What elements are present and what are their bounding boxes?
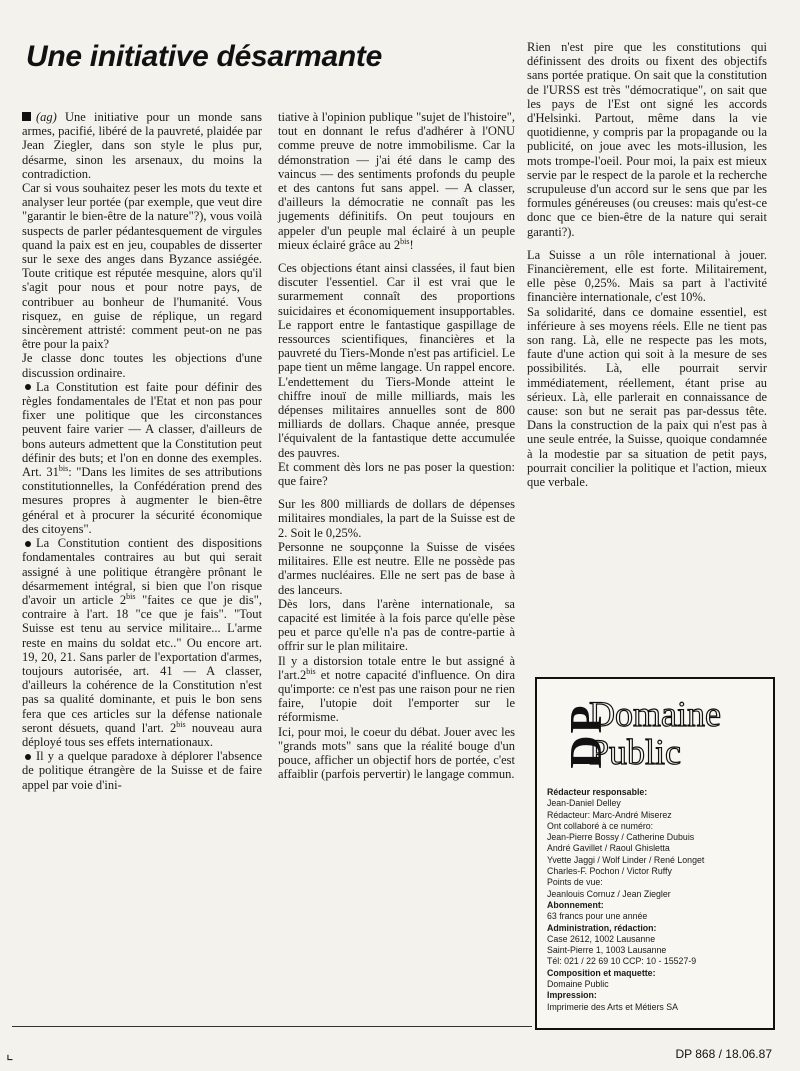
credit-line: Rédacteur responsable: xyxy=(547,787,648,797)
credit-line: Tél: 021 / 22 69 10 CCP: 10 - 15527-9 xyxy=(547,956,697,967)
bullet-dot-icon xyxy=(25,541,31,547)
paragraph-bullet: La Constitution est faite pour définir des règles fondamentales de l'Etat et non pas pour fixer une politique que les circonstances peuvent faire varier — A classer, d'ailleurs de bons auteurs admettent que la Constitution peut définir des buts; et l'on en donne des exemples. Art. $31^{bis}$: "Dans les limites de ses attributions constitutionnelles, la Confédération prend des mesures propres à augmenter le bien-être général et à procurer la sécurité économique des citoyens". xyxy=(22,379,262,536)
credit-line: Saint-Pierre 1, 1003 Lausanne xyxy=(547,945,667,956)
masthead-credits xyxy=(547,787,767,1013)
paragraph: Ici, pour moi, le coeur du débat. Jouer avec les "grands mots" sans que la réalité bouge d'un pouce, afficher un objectif hors de portée, c'est affaiblir (parfois pervertir) le langage commun. xyxy=(278,724,515,782)
credit-line: Rédacteur: Marc-André Miserez xyxy=(547,809,672,820)
masthead-box xyxy=(535,677,775,1030)
article-column-3 xyxy=(527,40,767,489)
paragraph: Et comment dès lors ne pas poser la question: que faire? xyxy=(278,459,515,489)
dp-letters: DP xyxy=(560,703,611,769)
credit-line: Points de vue: xyxy=(547,877,603,888)
article-column-2 xyxy=(278,110,515,781)
paragraph: La Suisse a un rôle international à jouer. Financièrement, elle est forte. Militairement, elle pèse 0,25%. Mais sa part à l'activité financière internationale, c'est 10%. xyxy=(527,247,767,305)
paragraph-intro: (ag) Une initiative pour un monde sans armes, pacifié, libéré de la pauvreté, plaidée par Jean Ziegler, dans son style le plus pur, désarme, sinon les arsenaux, du moins la contradiction. xyxy=(22,110,262,181)
credit-line: Composition et maquette: xyxy=(547,967,656,978)
bullet-dot-icon xyxy=(25,754,31,760)
credit-line: Jeanlouis Cornuz / Jean Ziegler xyxy=(547,888,671,899)
paragraph: Personne ne soupçonne la Suisse de visées militaires. Elle est neutre. Elle ne possède pas d'armes nucléaires. Elle ne sert pas de base à des lanceurs. xyxy=(278,539,515,597)
paragraph: Rien n'est pire que les constitutions qui définissent des droits ou fixent des objectifs sans portée pratique. On sait que la constitution de l'URSS est très "démocratique", on sait que les pays de l'Est ont signé les accords d'Helsinki. Partout, même dans la vie quotidienne, y compris par la propagande ou la publicité, on joue avec les mots-illusion, les mots trompe-l'oeil. Pour moi, la paix est mieux servie par le respect de la parole et la recherche scrupuleuse d'un accord sur le sens que par les formules généreuses (ou creuses: mais qu'est-ce donc que ce bien-être de la nature qui serait garanti?). xyxy=(527,40,767,239)
paragraph: Il y a distorsion totale entre le but assigné à $l'art.2^{bis}$ et notre capacité d'influence. On dira qu'importe: ce n'est pas une raison pour ne rien faire, l'utopie doit l'emporter sur le réformisme. xyxy=(278,653,515,725)
credit-line: Imprimerie des Arts et Métiers SA xyxy=(547,1001,679,1012)
credit-line: Jean-Pierre Bossy / Catherine Dubuis xyxy=(547,832,695,843)
credit-line: Charles-F. Pochon / Victor Ruffy xyxy=(547,866,672,877)
paragraph: Sur les 800 milliards de dollars de dépenses militaires mondiales, la part de la Suisse est de 2. Soit le 0,25%. xyxy=(278,497,515,540)
bullet-dot-icon xyxy=(25,384,31,390)
bullet-square-icon xyxy=(22,112,31,121)
domaine-public-logo xyxy=(545,689,775,779)
logo-word-domaine: Domaine xyxy=(589,694,721,734)
paragraph: tiative à l'opinion publique "sujet de l'histoire", tout en donnant le refus d'adhérer à l'ONU comme preuve de notre immobilisme. Car la démonstration — j'ai été dans le camp des vaincus — des sentiments profonds du peuple et des cantons fut sans appel. — A classer, d'ailleurs la démocratie ne connaît pas les jugements définitifs. On peut toujours en appeler d'un peuple mal éclairé à un peuple mieux éclairé grâce au $2^{bis}$! xyxy=(278,110,515,252)
article-headline: Une initiative désarmante xyxy=(26,40,382,73)
article-column-1 xyxy=(22,110,262,792)
author-tag: (ag) xyxy=(36,110,57,124)
credit-line: Impression: xyxy=(547,990,597,1001)
paragraph-bullet: La Constitution contient des dispositions fondamentales contraires au but qui serait assigné à une politique étrangère prônant le désarmement intégral, si bien que l'on risque d'avoir un article $2^{bis}$ "faites ce que je dis", contraire à l'art. 18 "ce que je fais". "Tout Suisse est tenu au service militaire... L'arme reste en mains du soldat etc.." Ou encore art. 19, 20, 21. Sans parler de l'exportation d'armes, toujours autorisée, art. 41 — A classer, d'ailleurs la cohérence de la Constitution n'est pas sa qualité dominante, et puis le bon sens fera que ces articles sur la défense nationale seront désuets, quand l'art. $2^{bis}$ nouveau aura déployé tous ses effets internationaux. xyxy=(22,536,262,749)
credit-line: Case 2612, 1002 Lausanne xyxy=(547,933,656,944)
credit-line: Yvette Jaggi / Wolf Linder / René Longet xyxy=(547,854,705,865)
credit-line: Jean-Daniel Delley xyxy=(547,798,621,809)
credit-line: 63 francs pour une année xyxy=(547,911,648,922)
credit-line: André Gavillet / Raoul Ghisletta xyxy=(547,843,670,854)
credit-line: Administration, rédaction: xyxy=(547,922,657,933)
footer-rule xyxy=(12,1026,532,1027)
corner-mark-icon: ⌞ xyxy=(6,1046,14,1063)
paragraph: Ces objections étant ainsi classées, il faut bien discuter l'essentiel. Car il est vrai que le surarmement connaît des proportions suicidaires et économiquement insupportables. Le rapport entre le fantastique gaspillage de ressources scientifiques, financières et la pauvreté du Tiers-Monde n'est pas artificiel. Le pape tient un même langage. Un rappel encore. L'endettement du Tiers-Monde atteint le chiffre inouï de mille milliards, mais les dépenses militaires annuelles sont de 800 milliards de dollars. Chaque année, presque l'équivalent de la fantastique dette accumulée des pauvres. xyxy=(278,261,515,460)
issue-number: DP 868 / 18.06.87 xyxy=(675,1047,772,1061)
logo-word-public: Public xyxy=(589,732,682,772)
credit-line: Ont collaboré à ce numéro: xyxy=(547,820,654,831)
paragraph: Sa solidarité, dans ce domaine essentiel, est inférieure à ses moyens réels. Elle ne tient pas son rang. Là, elle ne respecte pas les mots, faute d'une action qui soit à la mesure de ses possibilités. Là, elle pourrait servir immédiatement, réellement, étant prise au sérieux. Là, elle parlerait en connaissance de cause: son but ne serait pas par-dessus tête. Dans la construction de la paix qui n'est pas à une seule entrée, la Suisse, quoique condamnée à la modestie par sa situation de petit pays, pourrait concilier la politique et l'action, mieux que verbale. xyxy=(527,304,767,490)
paragraph: Car si vous souhaitez peser les mots du texte et analyser leur portée (par exemple, que veut dire "garantir le bien-être de la nature"?), vous voilà suspects de parler pédantesquement de virgules quand la paix est en jeu, coupables de disserter sur le sexe des anges dans Byzance assiégée. Toute critique est réputée mesquine, alors qu'il s'agit pour nous et pour notre pays, de contribuer au bonheur de l'humanité. Vous risquez, en guise de réplique, un regard sincèrement attristé: comment peut-on ne pas être pour la paix? xyxy=(22,181,262,352)
paragraph: Dès lors, dans l'arène internationale, sa capacité est limitée à la fois parce qu'elle pèse peu et parce qu'elle n'a pas de contre-partie à offrir sur le plan militaire. xyxy=(278,596,515,654)
credit-line: Abonnement: xyxy=(547,899,604,910)
paragraph: Je classe donc toutes les objections d'une discussion ordinaire. xyxy=(22,351,262,380)
paragraph-bullet: Il y a quelque paradoxe à déplorer l'absence de politique étrangère de la Suisse et de faire appel par voie d'ini- xyxy=(22,749,262,792)
credit-line: Domaine Public xyxy=(547,979,609,990)
